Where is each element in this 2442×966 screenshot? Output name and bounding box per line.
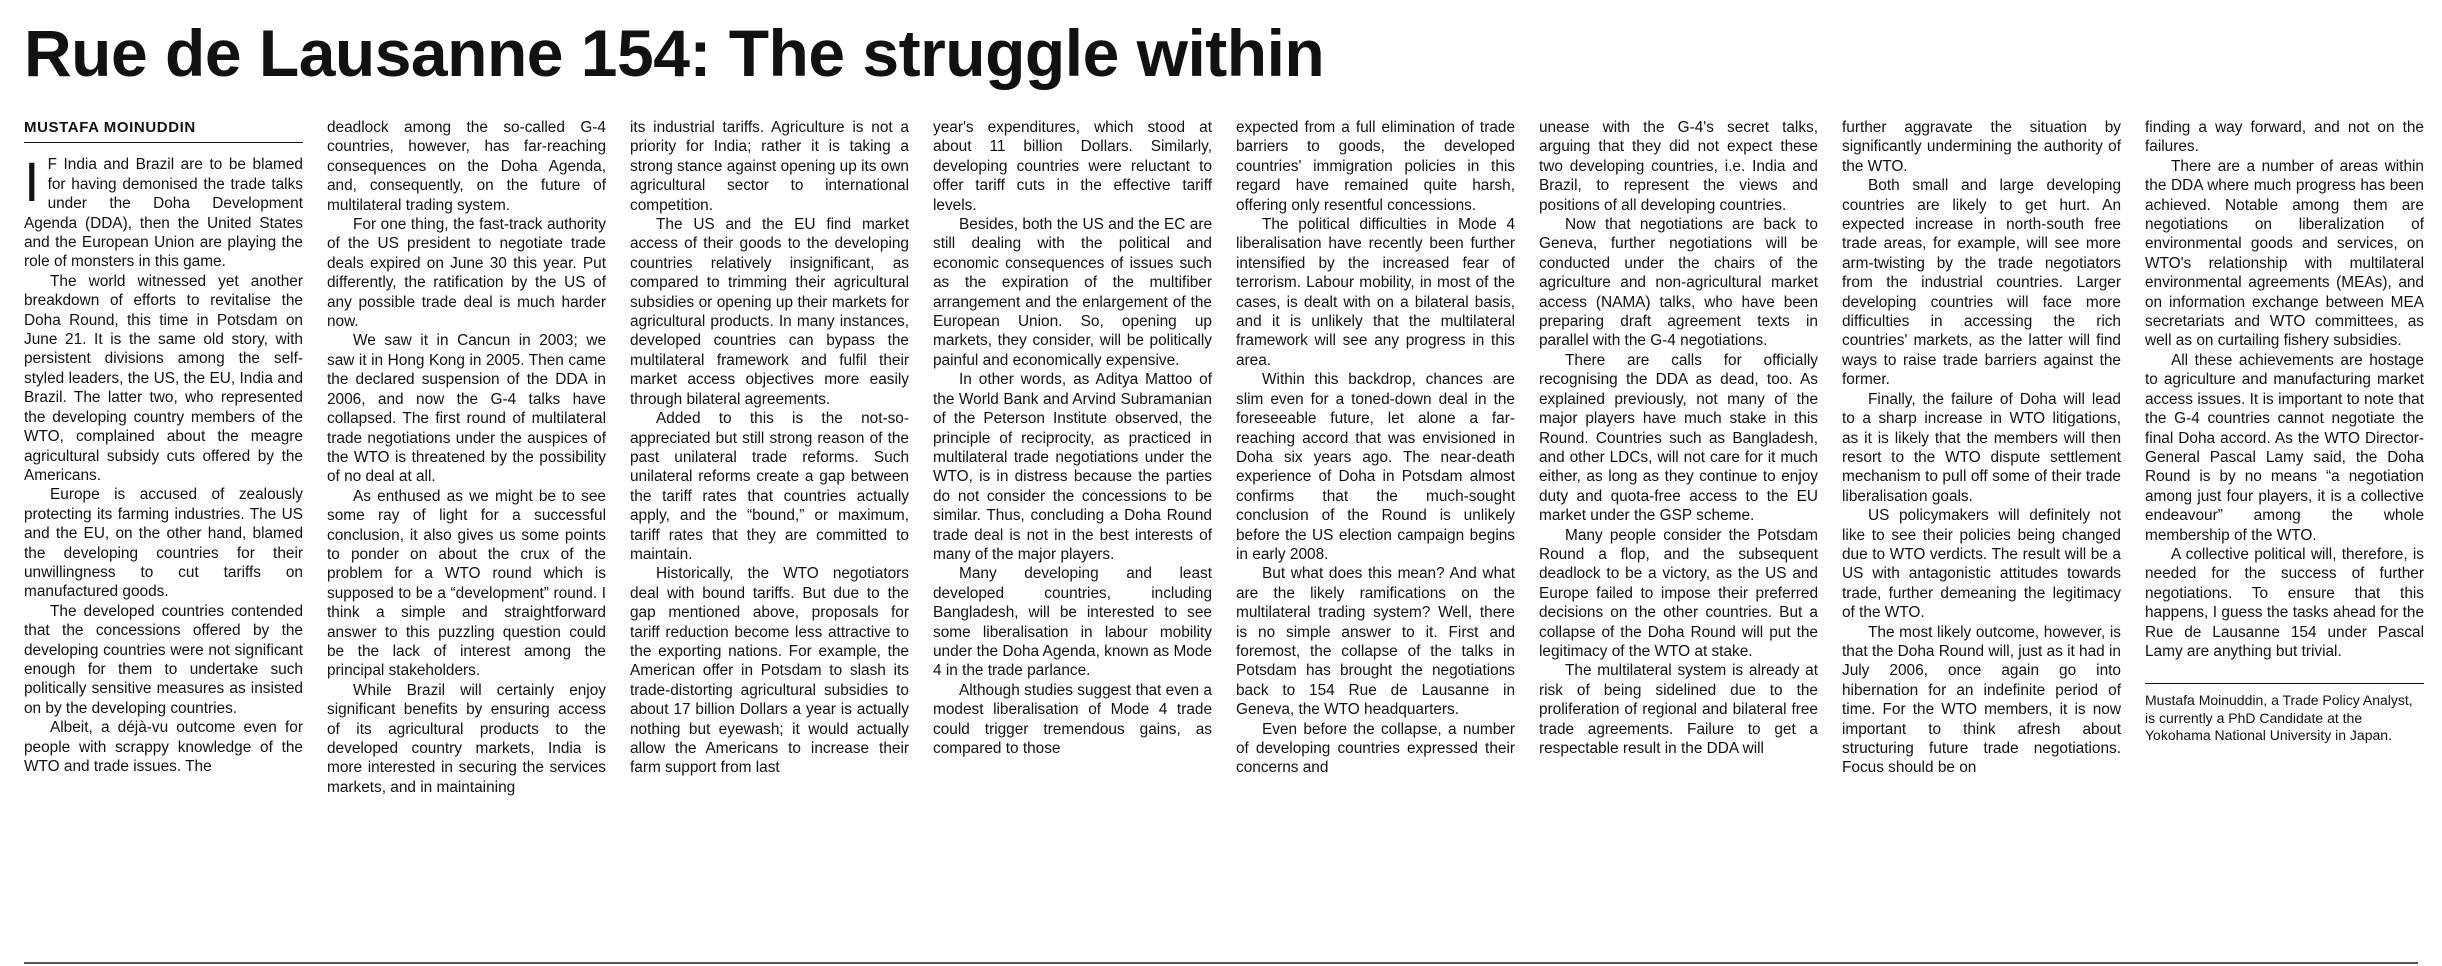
paragraph: Many developing and least developed countries, including Bangladesh, will be interested to see some liberalisation in labour mobility under the Doha Agenda, known as Mode 4 in the trade parlance. — [933, 565, 1212, 680]
paragraph: Now that negotiations are back to Geneva, further negotiations will be conducted under the chairs of the agriculture and non-agricultural market access (NAMA) talks, who have been preparing draft agreement texts in parallel with the G-4 negotiations. — [1539, 216, 1818, 350]
drop-cap: I — [24, 150, 40, 214]
paragraph: Within this backdrop, chances are slim even for a toned-down deal in the foreseeable future, let alone a far-reaching accord that was envisioned in Doha six years ago. The near-death experience of Doha in Potsdam almost confirms that the much-sought conclusion of the Round is unlikely before the US election campaign begins in early 2008. — [1236, 371, 1515, 563]
column-8 — [2145, 118, 2424, 797]
byline: MUSTAFA MOINUDDIN — [24, 118, 303, 143]
headline: Rue de Lausanne 154: The struggle within — [24, 16, 1325, 90]
paragraph: US policymakers will definitely not like to see their policies being changed due to WTO verdicts. The result will be a US with antagonistic attitudes towards trade, further demeaning the legitimacy of the WTO. — [1842, 507, 2121, 622]
paragraph: But what does this mean? And what are the likely ramifications on the multilateral trading system? Well, there is no simple answer to it. First and foremost, the collapse of the talks in Potsdam has brought the negotiations back to 154 Rue de Lausanne in Geneva, the WTO headquarters. — [1236, 565, 1515, 719]
paragraph: A collective political will, therefore, is needed for the success of further negotiations. To ensure that this happens, I guess the tasks ahead for the Rue de Lausanne 154 under Pascal Lamy are anything but trivial. — [2145, 545, 2424, 660]
lead-text: F India and Brazil are to be blamed for having demonised the trade talks under the Doha Development Agenda (DDA), then the United States and the European Union are playing the role of monsters in this game. — [24, 156, 303, 271]
paragraph: year's expenditures, which stood at about 11 billion Dollars. Similarly, developing countries were reluctant to offer tariff cuts in the effective tariff levels. — [933, 119, 1212, 214]
article-body — [24, 118, 2424, 797]
paragraph: The developed countries contended that the concessions offered by the developing countries were not significant enough for them to undertake such politically sensitive measures as insisted on by the developing countries. — [24, 602, 303, 717]
paragraph: further aggravate the situation by significantly undermining the authority of the WTO. — [1842, 119, 2121, 175]
paragraph: finding a way forward, and not on the failures. — [2145, 119, 2424, 156]
column-1 — [24, 118, 303, 797]
paragraph: The most likely outcome, however, is that the Doha Round will, just as it had in July 2006, once again go into hibernation for an indefinite period of time. For the WTO members, it is now important to think afresh about structuring future trade negotiations. Focus should be on — [1842, 623, 2121, 777]
author-bio: Mustafa Moinuddin, a Trade Policy Analyst, is currently a PhD Candidate at the Yokohama National University in Japan. — [2145, 683, 2424, 745]
column-6 — [1539, 118, 1818, 797]
paragraph: Although studies suggest that even a modest liberalisation of Mode 4 trade could trigger tremendous gains, as compared to those — [933, 681, 1212, 757]
paragraph: Europe is accused of zealously protecting its farming industries. The US and the EU, on the other hand, blamed the developing countries for their unwillingness to cut tariffs on manufactured goods. — [24, 486, 303, 601]
paragraph: Even before the collapse, a number of developing countries expressed their concerns and — [1236, 720, 1515, 777]
paragraph: Finally, the failure of Doha will lead to a sharp increase in WTO litigations, as it is likely that the members will then resort to the WTO dispute settlement mechanism to pull off some of their trade liberalisation goals. — [1842, 390, 2121, 505]
paragraph: Historically, the WTO negotiators deal with bound tariffs. But due to the gap mentioned above, proposals for tariff reduction become less attractive to the exporting nations. For example, the American offer in Potsdam to slash its trade-distorting agricultural subsidies to about 17 billion Dollars a year is actually nothing but eyewash; it would actually allow the Americans to increase their farm support from last — [630, 565, 909, 777]
paragraph: Besides, both the US and the EC are still dealing with the political and economic consequences of issues such as the expiration of the multifiber arrangement and the enlargement of the European Union. So, opening up markets, they consider, will be politically painful and economically expensive. — [933, 216, 1212, 369]
paragraph: The US and the EU find market access of their goods to the developing countries relatively insignificant, as compared to trimming their agricultural subsidies or opening up their markets for agricultural products. In many instances, developed countries can bypass the multilateral framework and fulfil their market access objectives more easily through bilateral agreements. — [630, 216, 909, 408]
column-5 — [1236, 118, 1515, 797]
paragraph: There are a number of areas within the DDA where much progress has been achieved. Notable among them are negotiations on liberalization of environmental goods and services, on WTO's relationship with multilateral environmental agreements (MEAs), and on information exchange between MEA secretariats and WTO committees, as well as on curtailing fishery subsidies. — [2145, 157, 2424, 350]
paragraph: its industrial tariffs. Agriculture is not a priority for India; rather it is taking a strong stance against opening up its own agricultural sector to international competition. — [630, 119, 909, 214]
paragraph: Both small and large developing countries are likely to get hurt. An expected increase in north-south free trade areas, for example, will see more arm-twisting by the trade negotiators from the industrial countries. Larger developing countries will face more difficulties in accessing the rich countries' markets, as the latter will find ways to raise trade barriers against the former. — [1842, 177, 2121, 389]
paragraph: deadlock among the so-called G-4 countries, however, has far-reaching consequences on the Doha Agenda, and, consequently, on the future of multilateral trading system. — [327, 119, 606, 214]
column-7 — [1842, 118, 2121, 797]
paragraph: Albeit, a déjà-vu outcome even for people with scrappy knowledge of the WTO and trade issues. The — [24, 719, 303, 775]
bottom-rule — [24, 962, 2418, 964]
paragraph: expected from a full elimination of trade barriers to goods, the developed countries' immigration policies in this regard have remained quite harsh, offering only resentful concessions. — [1236, 119, 1515, 214]
paragraph: For one thing, the fast-track authority of the US president to negotiate trade deals expired on June 30 this year. Put differently, the ratification by the US of any possible trade deal is much harder now. — [327, 216, 606, 331]
paragraph: The multilateral system is already at risk of being sidelined due to the proliferation of regional and bilateral free trade agreements. Failure to get a respectable result in the DDA will — [1539, 662, 1818, 757]
paragraph: All these achievements are hostage to agriculture and manufacturing market access issues. It is important to note that the G-4 countries cannot negotiate the final Doha accord. As the WTO Director-General Pascal Lamy said, the Doha Round is by no means “a negotiation among just four players, it is a collective endeavour” among the whole membership of the WTO. — [2145, 351, 2424, 544]
paragraph: Many people consider the Potsdam Round a flop, and the subsequent deadlock to be a victory, as the US and Europe failed to impose their preferred decisions on the other countries. But a collapse of the Doha Round will put the legitimacy of the WTO at stake. — [1539, 526, 1818, 660]
paragraph: In other words, as Aditya Mattoo of the World Bank and Arvind Subramanian of the Peterson Institute observed, the principle of reciprocity, as practiced in multilateral trade negotiations under the WTO, is in distress because the parties do not consider the concessions to be similar. Thus, concluding a Doha Round trade deal is not in the best interests of many of the major players. — [933, 371, 1212, 563]
paragraph: unease with the G-4's secret talks, arguing that they did not expect these two developing countries, i.e. India and Brazil, to represent the views and positions of all developing countries. — [1539, 119, 1818, 214]
lead-paragraph — [24, 150, 303, 271]
column-4 — [933, 118, 1212, 797]
paragraph: Added to this is the not-so-appreciated but still strong reason of the past unilateral trade reforms. Such unilateral reforms create a gap between the tariff rates that countries actually apply, and the “bound,” or maximum, tariff rates that they are committed to maintain. — [630, 410, 909, 563]
paragraph: While Brazil will certainly enjoy significant benefits by ensuring access of its agricultural products to the developed country markets, India is more interested in securing the services markets, and in maintaining — [327, 681, 606, 796]
column-2 — [327, 118, 606, 797]
paragraph: We saw it in Cancun in 2003; we saw it in Hong Kong in 2005. Then came the declared suspension of the DDA in 2006, and now the G-4 talks have collapsed. The first round of multilateral trade negotiations under the auspices of the WTO is threatened by the possibility of no deal at all. — [327, 332, 606, 486]
paragraph: The world witnessed yet another breakdown of efforts to revitalise the Doha Round, this time in Potsdam on June 21. It is the same old story, with persistent divisions among the self-styled leaders, the US, the EU, India and Brazil. The latter two, who represented the developing country members of the WTO, complained about the meagre agricultural subsidy cuts offered by the Americans. — [24, 272, 303, 484]
paragraph: The political difficulties in Mode 4 liberalisation have recently been further intensified by the increased fear of terrorism. Labour mobility, in most of the cases, is dealt with on a bilateral basis, and it is unlikely that the multilateral framework will see any progress in this area. — [1236, 216, 1515, 369]
paragraph: There are calls for officially recognising the DDA as dead, too. As explained previously, not many of the major players have much stake in this Round. Countries such as Bangladesh, and other LDCs, will not care for it much either, as long as they continue to enjoy duty and quota-free access to the EU market under the GSP scheme. — [1539, 351, 1818, 525]
column-3 — [630, 118, 909, 797]
paragraph: As enthused as we might be to see some ray of light for a successful conclusion, it also gives us some points to ponder on about the crux of the problem for a WTO round which is supposed to be a “development” round. I think a simple and straightforward answer to this puzzling question could be the lack of interest among the principal stakeholders. — [327, 487, 606, 680]
